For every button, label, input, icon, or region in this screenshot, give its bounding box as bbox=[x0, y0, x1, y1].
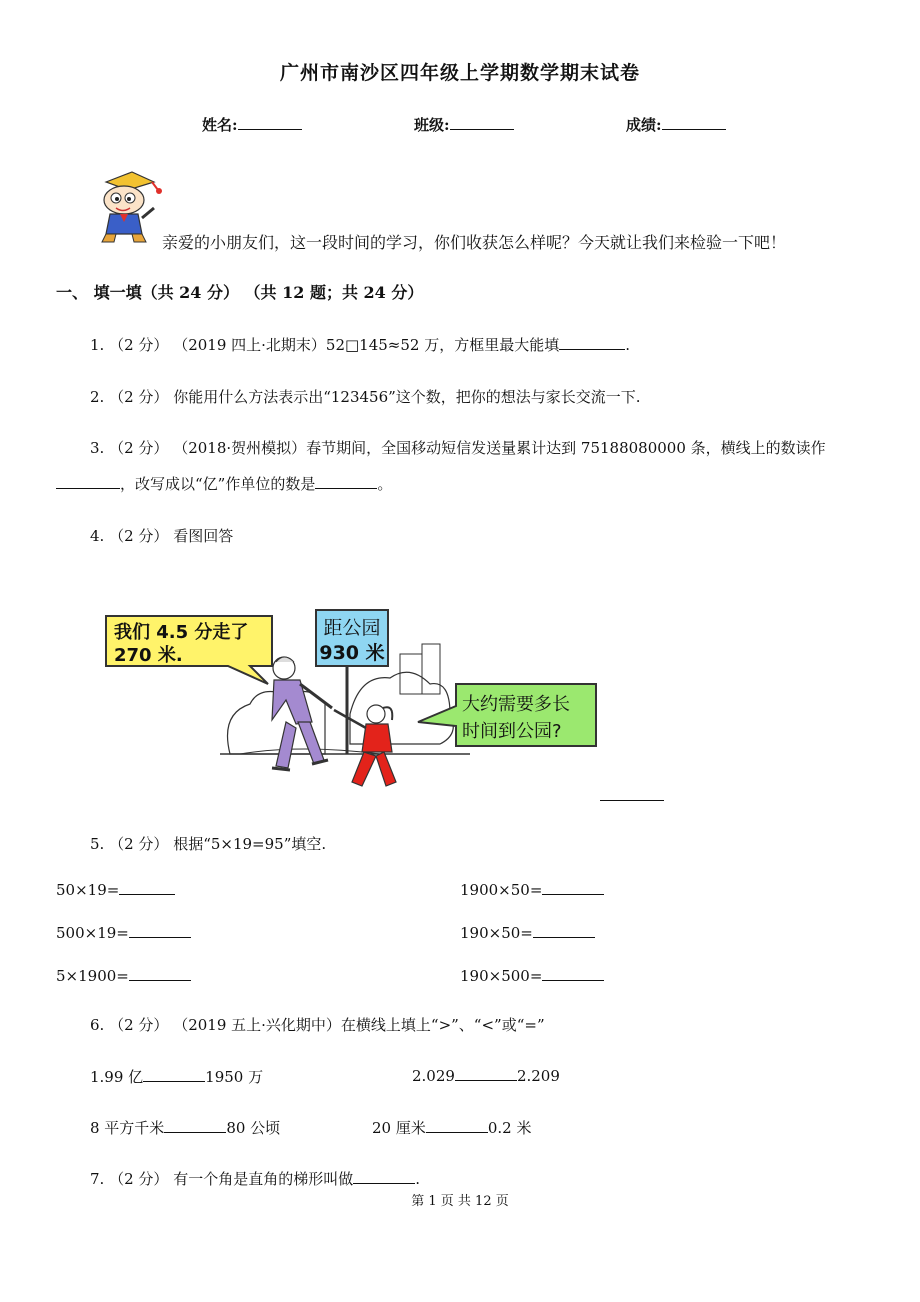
q5-item-3-blank[interactable] bbox=[129, 923, 191, 938]
q4-figure bbox=[100, 604, 600, 800]
q6-number: 6. bbox=[90, 1016, 105, 1034]
q6-d-blank[interactable] bbox=[426, 1118, 488, 1133]
q6-a-blank[interactable] bbox=[143, 1067, 205, 1082]
q5-item-5-label: 5×1900= bbox=[56, 967, 129, 985]
q6-a-right: 1950 万 bbox=[205, 1068, 264, 1086]
question-4 bbox=[90, 525, 233, 546]
right-bubble-line-1: 大约需要多长 bbox=[462, 694, 570, 715]
name-blank[interactable] bbox=[238, 115, 302, 130]
q5-points: （2 分） bbox=[109, 835, 169, 853]
q6-d-left: 20 厘米 bbox=[372, 1119, 426, 1137]
adult-body bbox=[272, 680, 312, 724]
score-label: 成绩: bbox=[626, 116, 662, 134]
q5-item-2-label: 1900×50= bbox=[460, 881, 543, 899]
q4-number: 4. bbox=[90, 527, 105, 545]
q3-number: 3. bbox=[90, 439, 105, 457]
mascot-image bbox=[92, 168, 166, 244]
q5-item-2 bbox=[460, 880, 604, 899]
q3-points: （2 分） bbox=[109, 439, 169, 457]
building-1 bbox=[400, 654, 422, 694]
q6-c-right: 80 公顷 bbox=[226, 1119, 281, 1137]
q6-points: （2 分） bbox=[109, 1016, 169, 1034]
q1-number: 1. bbox=[90, 336, 105, 354]
mascot-feet bbox=[102, 234, 146, 242]
mascot-pupil-left bbox=[115, 197, 119, 201]
q6-text: （2019 五上·兴化期中）在横线上填上“>”、“<”或“=” bbox=[173, 1016, 545, 1034]
q4-text: 看图回答 bbox=[173, 527, 234, 545]
q5-item-6 bbox=[460, 966, 604, 985]
q5-item-6-blank[interactable] bbox=[542, 966, 604, 981]
q6-a-left: 1.99 亿 bbox=[90, 1068, 144, 1086]
q2-text: 你能用什么方法表示出“123456”这个数，把你的想法与家长交流一下. bbox=[173, 388, 641, 406]
adult-legs bbox=[276, 722, 324, 768]
right-bubble-line-2: 时间到公园? bbox=[462, 721, 562, 742]
q1-answer-blank[interactable] bbox=[559, 335, 625, 350]
q5-item-2-blank[interactable] bbox=[542, 880, 604, 895]
girl-head bbox=[367, 705, 385, 723]
question-1 bbox=[90, 334, 630, 355]
q3-yi-blank[interactable] bbox=[315, 474, 377, 489]
left-bubble-line-2: 270 米. bbox=[114, 645, 183, 666]
q5-item-6-label: 190×500= bbox=[460, 967, 543, 985]
name-field bbox=[202, 114, 302, 135]
q3-end: 。 bbox=[377, 475, 393, 493]
girl-legs bbox=[352, 752, 396, 786]
left-bubble-line-1: 我们 4.5 分走了 bbox=[114, 622, 249, 643]
class-label: 班级: bbox=[414, 116, 450, 134]
q3-text-2: ，改写成以“亿”作单位的数是 bbox=[120, 475, 316, 493]
q6-compare-c bbox=[90, 1117, 280, 1138]
q2-number: 2. bbox=[90, 388, 105, 406]
q2-points: （2 分） bbox=[109, 388, 169, 406]
name-label: 姓名: bbox=[202, 116, 238, 134]
q4-answer-blank[interactable] bbox=[600, 786, 664, 801]
mascot-tassel-ball bbox=[156, 188, 162, 194]
q5-item-1-label: 50×19= bbox=[56, 881, 120, 899]
building-2 bbox=[422, 644, 440, 694]
q7-text: 有一个角是直角的梯形叫做 bbox=[173, 1170, 354, 1188]
question-3 bbox=[90, 437, 826, 458]
q5-item-4-blank[interactable] bbox=[533, 923, 595, 938]
question-6 bbox=[90, 1014, 545, 1035]
sign-line-1: 距公园 bbox=[323, 617, 381, 639]
q6-b-right: 2.209 bbox=[516, 1067, 560, 1085]
q5-item-4-label: 190×50= bbox=[460, 924, 533, 942]
q5-text: 根据“5×19=95”填空. bbox=[173, 835, 327, 853]
q6-compare-b bbox=[412, 1066, 560, 1085]
q1-end: . bbox=[625, 336, 630, 354]
greeting-text: 亲爱的小朋友们，这一段时间的学习，你们收获怎么样呢？今天就让我们来检验一下吧！ bbox=[162, 233, 787, 252]
q5-item-3-label: 500×19= bbox=[56, 924, 129, 942]
question-7 bbox=[90, 1168, 420, 1189]
q3-text: （2018·贺州模拟）春节期间，全国移动短信发送量累计达到 75188080000 条，横线上的数读作 bbox=[173, 439, 826, 457]
class-blank[interactable] bbox=[450, 115, 514, 130]
mascot-pupil-right bbox=[127, 197, 131, 201]
section-1-heading: 一、 填一填（共 24 分） （共 12 题；共 24 分） bbox=[56, 283, 424, 302]
page-footer: 第 1 页 共 12 页 bbox=[411, 1194, 509, 1209]
q7-end: . bbox=[415, 1170, 420, 1188]
q1-text: （2019 四上·北期末）52□145≈52 万，方框里最大能填 bbox=[173, 336, 560, 354]
q5-item-5-blank[interactable] bbox=[129, 966, 191, 981]
q6-b-left: 2.029 bbox=[412, 1067, 455, 1085]
q5-number: 5. bbox=[90, 835, 105, 853]
question-5 bbox=[90, 833, 326, 854]
sign-line-2: 930 米 bbox=[319, 642, 385, 664]
q7-answer-blank[interactable] bbox=[353, 1169, 415, 1184]
score-field bbox=[626, 114, 726, 135]
q7-number: 7. bbox=[90, 1170, 105, 1188]
class-field bbox=[414, 114, 514, 135]
q3-reading-blank[interactable] bbox=[56, 474, 120, 489]
question-3-line-2 bbox=[56, 473, 392, 494]
girl-body bbox=[362, 724, 392, 752]
q6-d-right: 0.2 米 bbox=[487, 1119, 532, 1137]
q5-item-3 bbox=[56, 923, 191, 942]
q5-item-5 bbox=[56, 966, 191, 985]
score-blank[interactable] bbox=[662, 115, 726, 130]
q4-points: （2 分） bbox=[109, 527, 169, 545]
q5-item-1-blank[interactable] bbox=[119, 880, 175, 895]
mascot-arm bbox=[142, 208, 154, 218]
q6-c-left: 8 平方千米 bbox=[90, 1119, 165, 1137]
question-2 bbox=[90, 386, 641, 407]
q6-b-blank[interactable] bbox=[455, 1066, 517, 1081]
page-title: 广州市南沙区四年级上学期数学期末试卷 bbox=[279, 62, 640, 84]
q7-points: （2 分） bbox=[109, 1170, 169, 1188]
q5-item-1 bbox=[56, 880, 175, 899]
q1-points: （2 分） bbox=[109, 336, 169, 354]
q6-compare-a bbox=[90, 1066, 263, 1087]
q6-compare-d bbox=[372, 1117, 531, 1138]
q6-c-blank[interactable] bbox=[164, 1118, 226, 1133]
q5-item-4 bbox=[460, 923, 595, 942]
